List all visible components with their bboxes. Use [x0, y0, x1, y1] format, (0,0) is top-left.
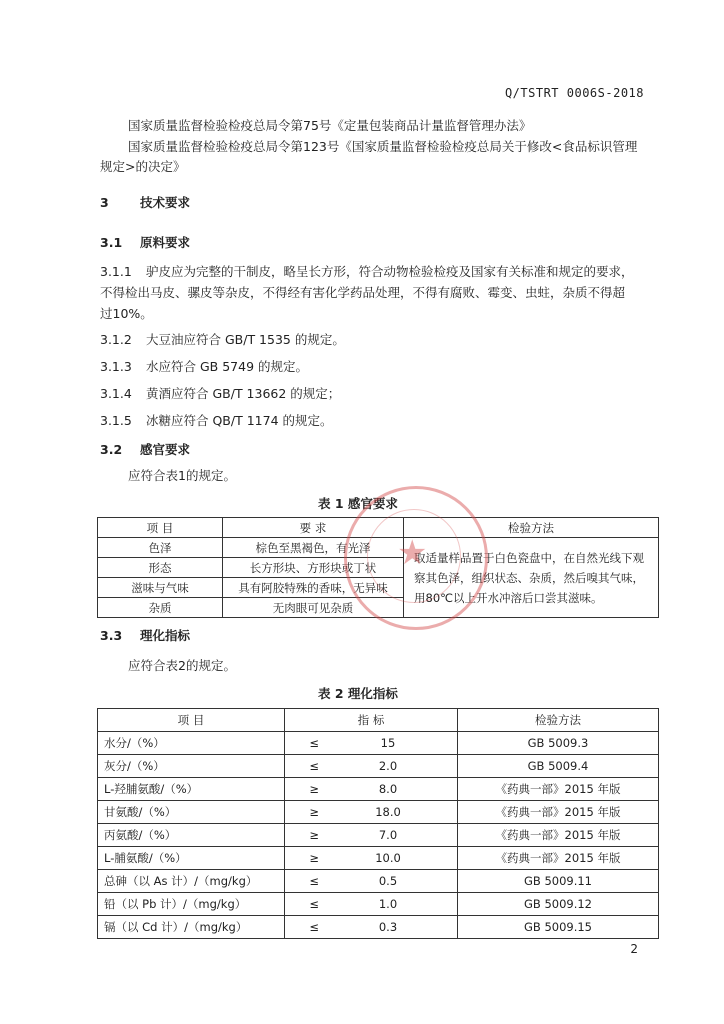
cell-requirement: 无肉眼可见杂质	[223, 598, 404, 618]
cell-method: GB 5009.3	[458, 732, 659, 755]
header-item: 项 目	[98, 709, 285, 732]
cell-method: 《药典一部》2015 年版	[458, 824, 659, 847]
cell-value: 0.5	[319, 870, 458, 893]
page-number: 2	[630, 942, 638, 956]
cell-item: 杂质	[98, 598, 223, 618]
cell-item: 总砷（以 As 计）/（mg/kg）	[98, 870, 285, 893]
table-row	[98, 824, 659, 847]
cell-requirement: 棕色至黑褐色，有光泽	[223, 538, 404, 558]
clause-3-1-4	[100, 384, 340, 402]
clause-text: 冰糖应符合 QB/T 1174 的规定。	[146, 413, 333, 428]
table-row	[98, 916, 659, 939]
clause-number: 3.1.2	[100, 332, 132, 347]
table-row	[98, 893, 659, 916]
section-title: 感官要求	[140, 442, 191, 457]
cell-item: 色泽	[98, 538, 223, 558]
cell-item: L-羟脯氨酸/（%）	[98, 778, 285, 801]
cell-value: 0.3	[319, 916, 458, 939]
clause-number: 3.1.4	[100, 386, 132, 401]
cell-method: 《药典一部》2015 年版	[458, 847, 659, 870]
header-method: 检验方法	[404, 518, 659, 538]
clause-3-1-5	[100, 411, 333, 429]
cell-operator: ≥	[285, 824, 320, 847]
cell-item: 灰分/（%）	[98, 755, 285, 778]
section-title: 技术要求	[140, 195, 191, 210]
cell-item: 镉（以 Cd 计）/（mg/kg）	[98, 916, 285, 939]
section-title: 理化指标	[140, 628, 191, 643]
table-row	[98, 778, 659, 801]
clause-3-1-2	[100, 330, 345, 348]
section-number: 3.1	[100, 235, 123, 250]
cell-operator: ≤	[285, 916, 320, 939]
cell-value: 1.0	[319, 893, 458, 916]
cell-method: GB 5009.12	[458, 893, 659, 916]
cell-method: 《药典一部》2015 年版	[458, 801, 659, 824]
cell-value: 15	[319, 732, 458, 755]
section-number: 3	[100, 195, 109, 210]
section-3-heading	[100, 193, 190, 211]
header-item: 项 目	[98, 518, 223, 538]
clause-3-1-3	[100, 357, 308, 375]
cell-method: GB 5009.15	[458, 916, 659, 939]
cell-value: 10.0	[319, 847, 458, 870]
cell-operator: ≥	[285, 847, 320, 870]
cell-operator: ≤	[285, 893, 320, 916]
table-row	[98, 870, 659, 893]
cell-item: 丙氨酸/（%）	[98, 824, 285, 847]
table-row	[98, 847, 659, 870]
clause-text: 大豆油应符合 GB/T 1535 的规定。	[146, 332, 345, 347]
cell-method: GB 5009.11	[458, 870, 659, 893]
clause-number: 3.1.3	[100, 359, 132, 374]
clause-number: 3.1.1	[100, 264, 132, 279]
cell-operator: ≤	[285, 870, 320, 893]
section-title: 原料要求	[140, 235, 191, 250]
section-number: 3.3	[100, 628, 123, 643]
ref-line-1: 国家质量监督检验检疫总局令第75号《定量包装商品计量监督管理办法》	[128, 118, 532, 133]
header-method: 检验方法	[458, 709, 659, 732]
clause-text: 黄酒应符合 GB/T 13662 的规定；	[146, 386, 341, 401]
table-row	[98, 801, 659, 824]
table-header	[98, 709, 659, 732]
cell-item: 甘氨酸/（%）	[98, 801, 285, 824]
table-1-sensory	[97, 517, 659, 618]
section-3-2-heading	[100, 440, 190, 458]
cell-value: 2.0	[319, 755, 458, 778]
cell-item: 形态	[98, 558, 223, 578]
cell-requirement: 具有阿胶特殊的香味，无异味	[223, 578, 404, 598]
cell-item: L-脯氨酸/（%）	[98, 847, 285, 870]
cell-method: 《药典一部》2015 年版	[458, 778, 659, 801]
cell-operator: ≥	[285, 778, 320, 801]
table-2-physicochemical	[97, 708, 659, 939]
clause-text: 水应符合 GB 5749 的规定。	[146, 359, 308, 374]
cell-value: 8.0	[319, 778, 458, 801]
cell-operator: ≤	[285, 732, 320, 755]
header-index: 指 标	[285, 709, 458, 732]
clause-number: 3.1.5	[100, 413, 132, 428]
cell-method: GB 5009.4	[458, 755, 659, 778]
cell-value: 7.0	[319, 824, 458, 847]
section-3-2-text: 应符合表1的规定。	[128, 468, 236, 483]
section-3-3-text: 应符合表2的规定。	[128, 658, 236, 673]
table-2-caption: 表 2 理化指标	[318, 686, 398, 701]
ref-line-2: 国家质量监督检验检疫总局令第123号《国家质量监督检验检疫总局关于修改<食品标识管理	[128, 139, 638, 154]
table-row	[98, 732, 659, 755]
clause-3-1-1-line-3: 过10%。	[100, 306, 153, 321]
cell-operator: ≥	[285, 801, 320, 824]
header-requirement: 要 求	[223, 518, 404, 538]
section-3-1-heading	[100, 233, 190, 251]
table-row	[98, 538, 659, 558]
cell-item: 铅（以 Pb 计）/（mg/kg）	[98, 893, 285, 916]
clause-3-1-1-line-2: 不得检出马皮、骡皮等杂皮，不得经有害化学药品处理，不得有腐败、霉变、虫蛀，杂质不得超	[100, 285, 626, 300]
seal-star-icon: ★	[397, 533, 428, 573]
section-3-3-heading	[100, 626, 190, 644]
cell-method: 取适量样品置于白色瓷盘中，在自然光线下观察其色泽，组织状态、杂质，然后嗅其气味，用80℃以上开水冲溶后口尝其滋味。	[404, 538, 659, 618]
clause-3-1-1-line-1	[100, 262, 634, 280]
clause-text: 驴皮应为完整的干制皮，略呈长方形，符合动物检验检疫及国家有关标准和规定的要求，	[146, 264, 634, 279]
ref-line-3: 规定>的决定》	[100, 159, 186, 174]
section-number: 3.2	[100, 442, 123, 457]
cell-item: 滋味与气味	[98, 578, 223, 598]
table-1-caption: 表 1 感官要求	[318, 496, 398, 511]
cell-operator: ≤	[285, 755, 320, 778]
cell-item: 水分/（%）	[98, 732, 285, 755]
document-code: Q/TSTRT 0006S-2018	[504, 86, 644, 100]
table-row	[98, 755, 659, 778]
cell-requirement: 长方形块、方形块或丁状	[223, 558, 404, 578]
table-header	[98, 518, 659, 538]
cell-value: 18.0	[319, 801, 458, 824]
